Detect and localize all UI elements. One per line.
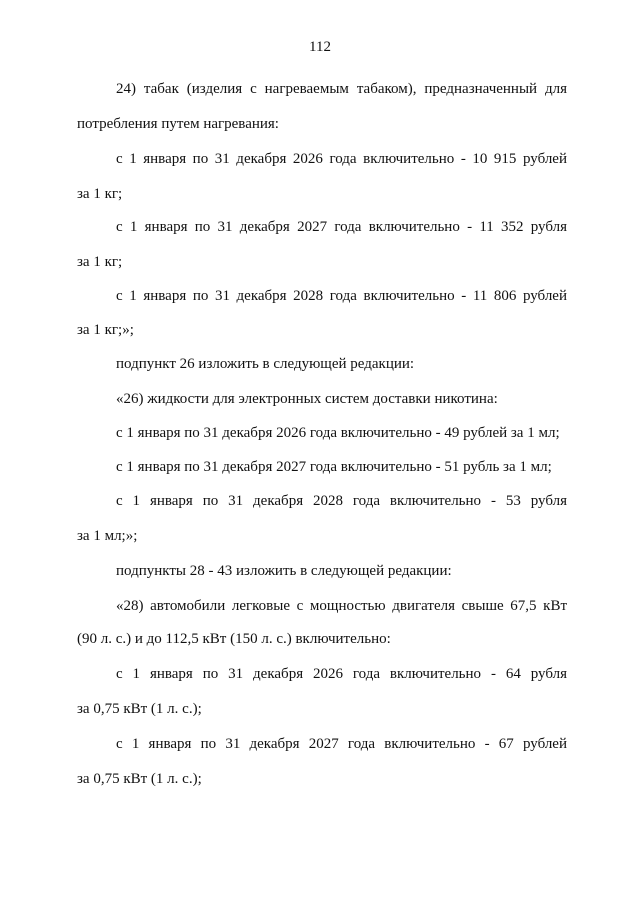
text-line-7: с 1 января по 31 декабря 2028 года включительно - 11 806 рублей	[116, 288, 567, 304]
text-line-12: с 1 января по 31 декабря 2027 года включительно - 51 рубль за 1 мл;	[116, 459, 552, 475]
text-line-21: за 0,75 кВт (1 л. с.);	[77, 771, 202, 787]
page-number: 112	[309, 39, 331, 55]
text-line-1: 24) табак (изделия с нагреваемым табаком), предназначенный для	[116, 81, 567, 97]
text-line-16: «28) автомобили легковые с мощностью двигателя свыше 67,5 кВт	[116, 598, 567, 614]
text-line-10: «26) жидкости для электронных систем доставки никотина:	[116, 391, 498, 407]
text-line-19: за 0,75 кВт (1 л. с.);	[77, 701, 202, 717]
text-line-5: с 1 января по 31 декабря 2027 года включительно - 11 352 рубля	[116, 219, 567, 235]
text-line-13: с 1 января по 31 декабря 2028 года включительно - 53 рубля	[116, 493, 567, 509]
text-line-2: потребления путем нагревания:	[77, 116, 279, 132]
text-line-20: с 1 января по 31 декабря 2027 года включительно - 67 рублей	[116, 736, 567, 752]
text-line-15: подпункты 28 - 43 изложить в следующей редакции:	[116, 563, 452, 579]
text-line-4: за 1 кг;	[77, 186, 123, 202]
text-line-3: с 1 января по 31 декабря 2026 года включительно - 10 915 рублей	[116, 151, 567, 167]
text-line-18: с 1 января по 31 декабря 2026 года включительно - 64 рубля	[116, 666, 567, 682]
text-line-14: за 1 мл;»;	[77, 528, 138, 544]
text-line-17: (90 л. с.) и до 112,5 кВт (150 л. с.) включительно:	[77, 631, 391, 647]
text-line-6: за 1 кг;	[77, 254, 123, 270]
text-line-8: за 1 кг;»;	[77, 322, 134, 338]
text-line-9: подпункт 26 изложить в следующей редакции:	[116, 356, 415, 372]
text-line-11: с 1 января по 31 декабря 2026 года включительно - 49 рублей за 1 мл;	[116, 425, 560, 441]
